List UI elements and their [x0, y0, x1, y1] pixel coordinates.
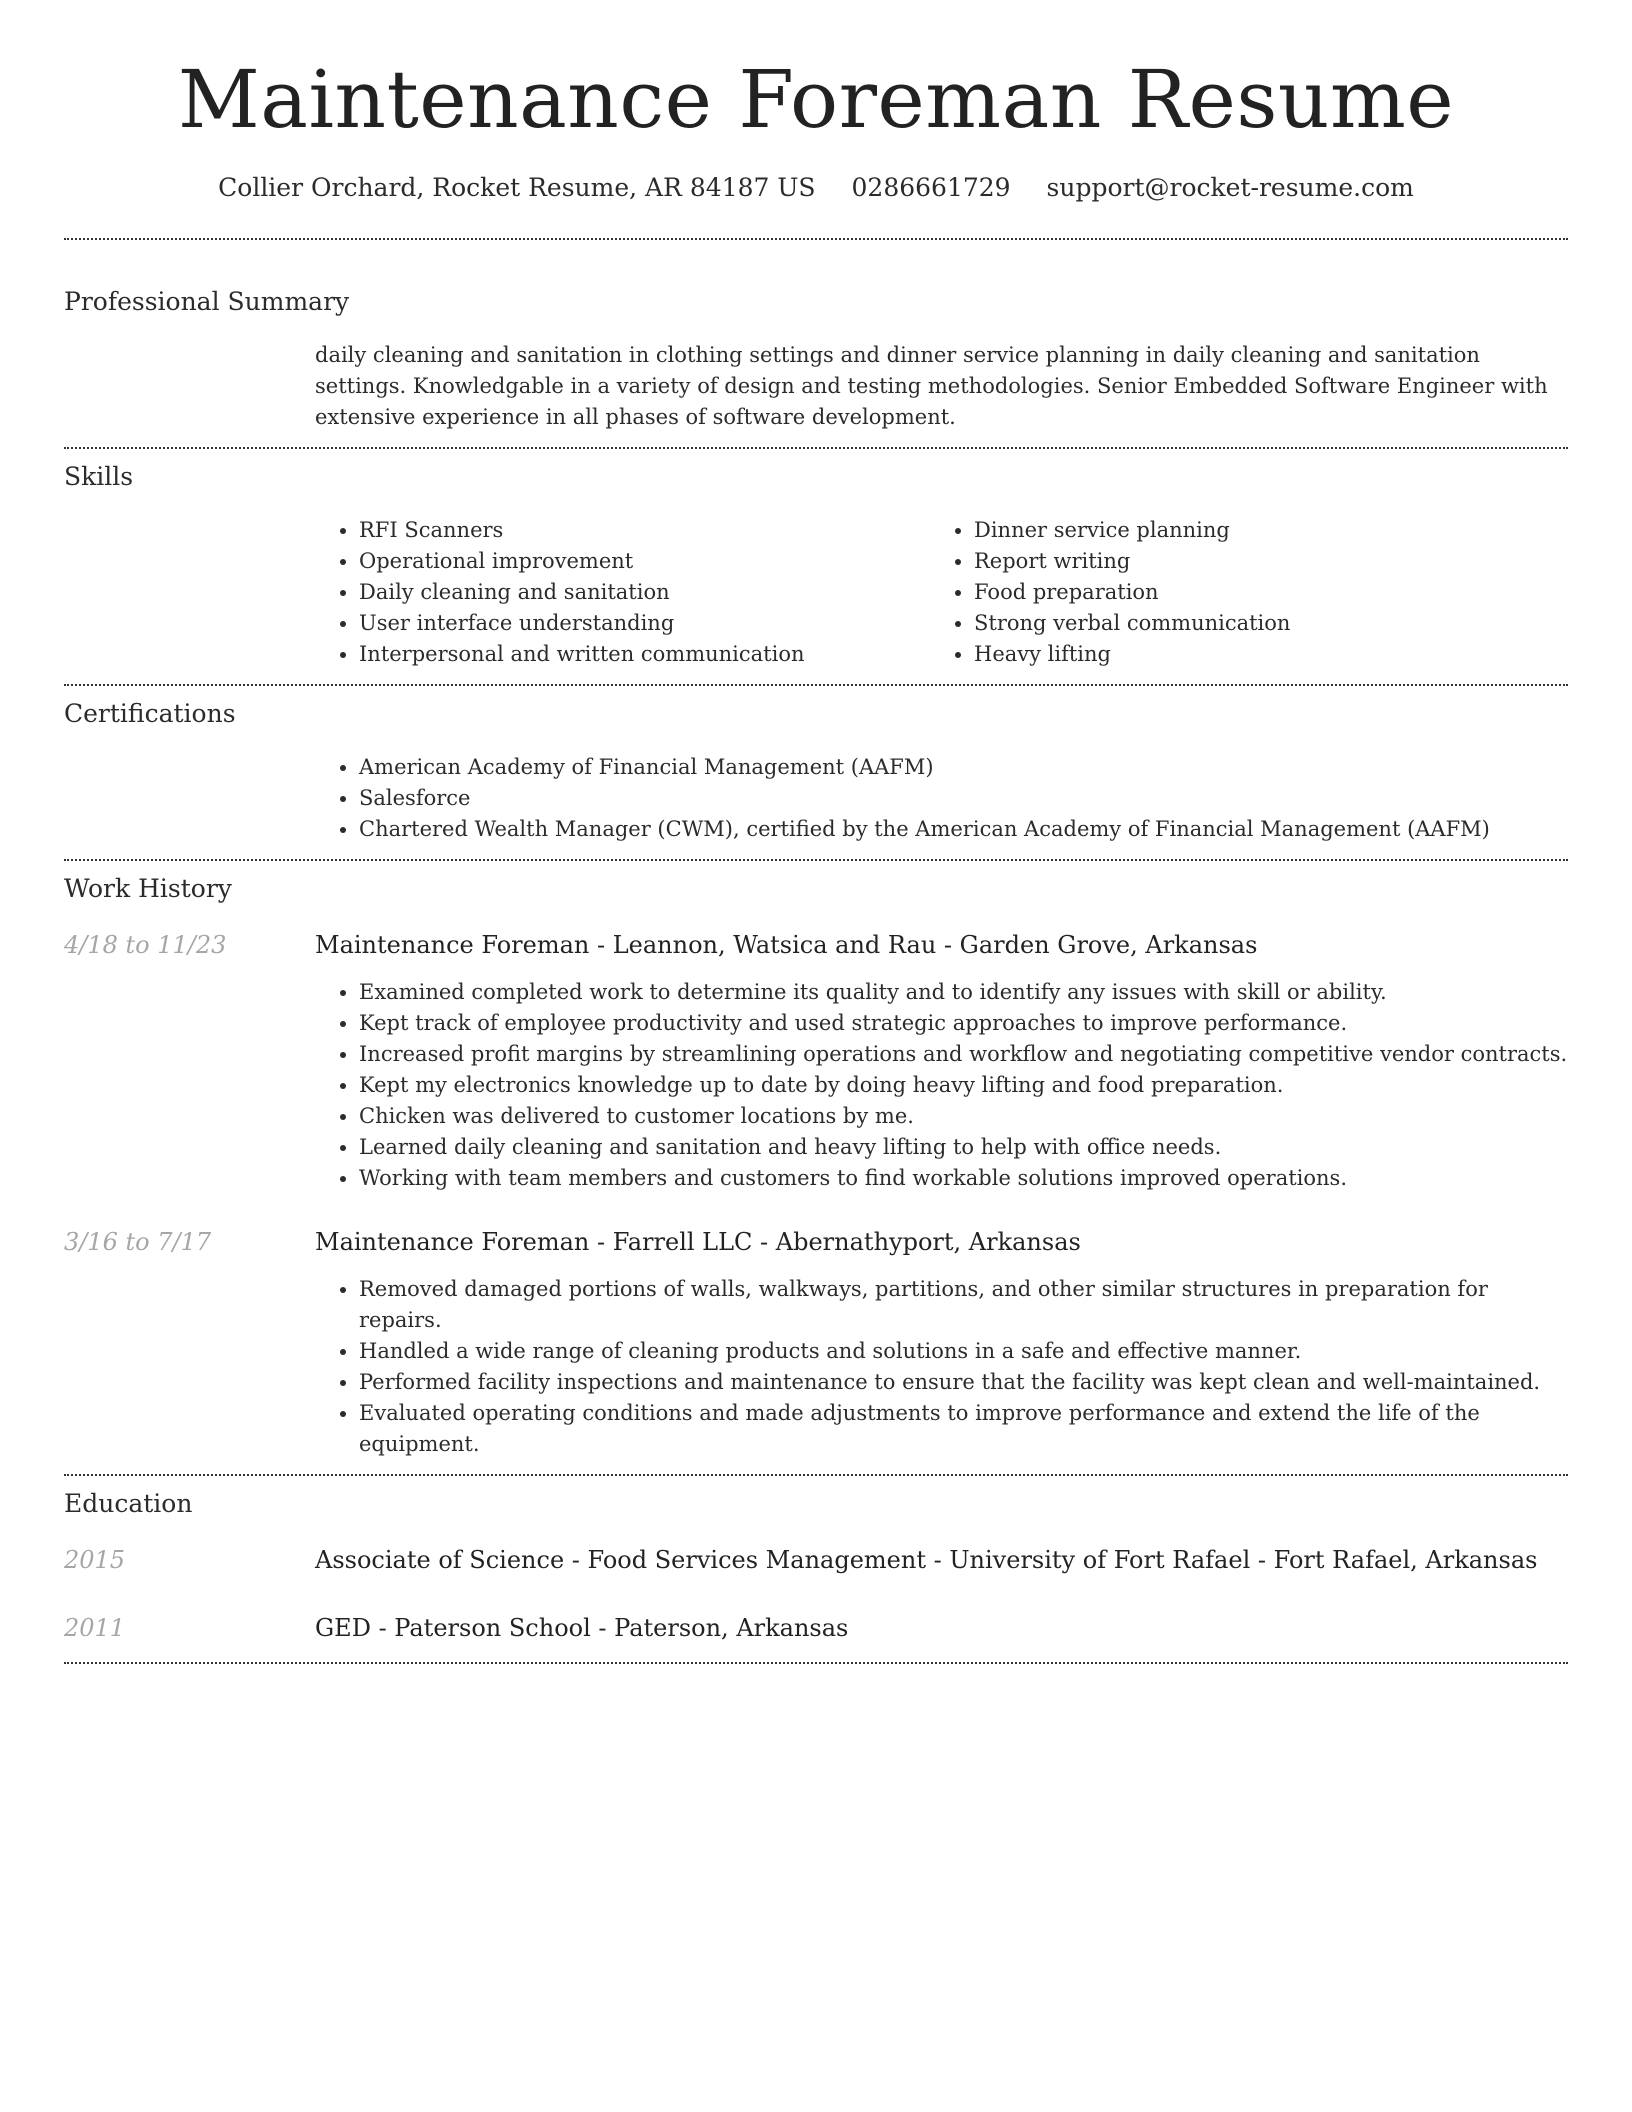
skills-list — [315, 515, 1568, 670]
education-entry — [64, 1612, 1568, 1644]
job-title: Maintenance Foreman - Farrell LLC - Abernathyport, Arkansas — [315, 1228, 1081, 1256]
skill-item: • Food preparation — [974, 577, 1530, 608]
job-dates: 3/16 to 7/17 — [64, 1228, 212, 1256]
job-entry — [64, 1226, 1568, 1460]
section-divider — [64, 1662, 1568, 1664]
education-title: Associate of Science - Food Services Management - University of Fort Rafael - Fort Rafael, Arkansas — [315, 1546, 1538, 1574]
skill-item: • Strong verbal communication — [974, 608, 1530, 639]
contact-phone: 0286661729 — [851, 173, 1011, 202]
work-history-heading: Work History — [64, 874, 232, 903]
job-bullet: • Chicken was delivered to customer locations by me. — [359, 1101, 1568, 1132]
page-title: Maintenance Foreman Resume — [177, 53, 1455, 146]
job-bullet: • Kept track of employee productivity and used strategic approaches to improve performance. — [359, 1008, 1568, 1039]
resume-header — [64, 0, 1568, 204]
job-title: Maintenance Foreman - Leannon, Watsica and Rau - Garden Grove, Arkansas — [315, 931, 1258, 959]
skill-item: • RFI Scanners — [359, 515, 930, 546]
skills-column-right — [930, 515, 1530, 670]
job-bullet: • Increased profit margins by streamlining operations and workflow and negotiating competitive vendor contracts. — [359, 1039, 1568, 1070]
skill-item: • Daily cleaning and sanitation — [359, 577, 930, 608]
certifications-list — [315, 752, 1568, 845]
certification-item: • Salesforce — [359, 783, 1568, 814]
contact-line — [64, 172, 1568, 204]
job-entry — [64, 929, 1568, 1194]
education-year: 2015 — [64, 1546, 126, 1574]
job-bullet: • Handled a wide range of cleaning products and solutions in a safe and effective manner. — [359, 1336, 1568, 1367]
job-dates: 4/18 to 11/23 — [64, 931, 227, 959]
skill-item: • Dinner service planning — [974, 515, 1530, 546]
education-section — [64, 1476, 1568, 1662]
job-bullets — [315, 1274, 1568, 1460]
skill-item: • Report writing — [974, 546, 1530, 577]
contact-address: Collier Orchard, Rocket Resume, AR 84187 US — [218, 173, 816, 202]
education-heading: Education — [64, 1489, 193, 1518]
summary-heading: Professional Summary — [64, 287, 350, 316]
job-bullet: • Examined completed work to determine its quality and to identify any issues with skill or ability. — [359, 977, 1568, 1008]
certifications-section — [64, 686, 1568, 859]
contact-email: support@rocket-resume.com — [1046, 173, 1414, 202]
skill-item: • Operational improvement — [359, 546, 930, 577]
skills-section — [64, 449, 1568, 684]
skills-heading: Skills — [64, 462, 134, 491]
skills-column-left — [315, 515, 930, 670]
skill-item: • Heavy lifting — [974, 639, 1530, 670]
summary-text: daily cleaning and sanitation in clothing settings and dinner service planning in daily cleaning and sanitation settings. Knowledgable in a variety of design and testing methodologies. Senior Embedded Software Engineer with extensive experience in all phases of software development. — [315, 343, 1548, 429]
skill-item: • Interpersonal and written communication — [359, 639, 930, 670]
certification-item: • American Academy of Financial Management (AAFM) — [359, 752, 1568, 783]
job-bullets — [315, 977, 1568, 1194]
education-entry — [64, 1544, 1568, 1576]
education-title: GED - Paterson School - Paterson, Arkansas — [315, 1614, 849, 1642]
summary-section — [64, 240, 1568, 447]
skill-item: • User interface understanding — [359, 608, 930, 639]
job-bullet: • Evaluated operating conditions and made adjustments to improve performance and extend the life of the equipment. — [359, 1398, 1568, 1460]
job-bullet: • Kept my electronics knowledge up to date by doing heavy lifting and food preparation. — [359, 1070, 1568, 1101]
job-bullet: • Removed damaged portions of walls, walkways, partitions, and other similar structures in preparation for repairs. — [359, 1274, 1568, 1336]
certifications-heading: Certifications — [64, 699, 236, 728]
work-history-section — [64, 861, 1568, 1474]
job-bullet: • Working with team members and customers to find workable solutions improved operations. — [359, 1163, 1568, 1194]
certification-item: • Chartered Wealth Manager (CWM), certified by the American Academy of Financial Management (AAFM) — [359, 814, 1568, 845]
education-year: 2011 — [64, 1614, 126, 1642]
job-bullet: • Performed facility inspections and maintenance to ensure that the facility was kept clean and well-maintained. — [359, 1367, 1568, 1398]
job-bullet: • Learned daily cleaning and sanitation and heavy lifting to help with office needs. — [359, 1132, 1568, 1163]
